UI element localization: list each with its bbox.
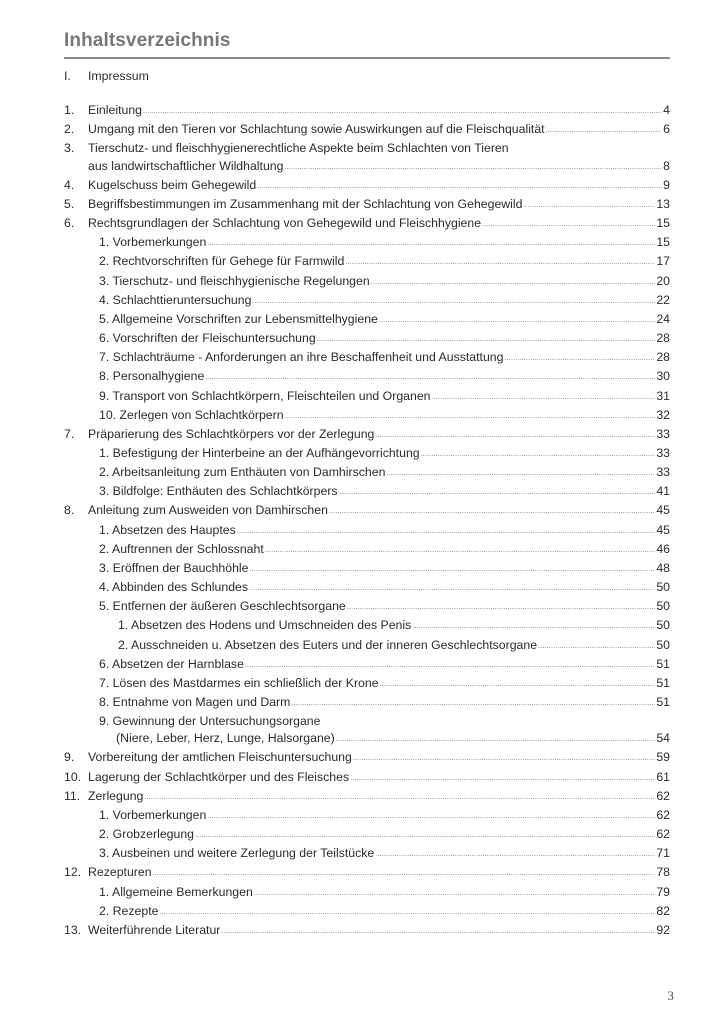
toc-entry-page: 6 (663, 122, 670, 137)
toc-entry[interactable] (64, 483, 670, 502)
dot-leader (375, 427, 655, 444)
toc-entry-number: 12. (64, 865, 82, 880)
toc-entry-page: 30 (656, 369, 670, 384)
dot-leader (347, 599, 656, 616)
toc-entry[interactable] (64, 426, 670, 445)
toc-entry[interactable] (64, 464, 670, 483)
toc-entry-label: Vorbereitung der amtlichen Fleischuntersuchung (88, 750, 352, 765)
toc-entry-label: Rezepturen (88, 865, 152, 880)
toc-entry-number: 5. (64, 196, 75, 211)
toc-entry[interactable] (64, 617, 670, 636)
spacer (64, 85, 670, 102)
toc-entry-label: 2. Ausschneiden u. Absetzen des Euters und der inneren Geschlechtsorgane (118, 637, 538, 652)
toc-entry-label: 3. Eröffnen der Bauchhöhle (99, 560, 249, 575)
toc-entry[interactable] (64, 922, 670, 941)
toc-entry-page: 45 (656, 503, 670, 518)
toc-entry-label: 3. Tierschutz- und fleischhygienische Regelungen (99, 273, 370, 288)
dot-leader (221, 923, 655, 940)
toc-entry[interactable] (64, 102, 670, 121)
toc-entry[interactable] (64, 598, 670, 617)
dot-leader (153, 865, 656, 882)
toc-entry[interactable] (64, 864, 670, 883)
toc-entry-label: Rechtsgrundlagen der Schlachtung von Gehegewild und Fleischhygiene (88, 216, 482, 231)
dot-leader (265, 542, 656, 559)
toc-entry-page: 82 (656, 903, 670, 918)
dot-leader (432, 389, 656, 406)
toc-entry-page: 15 (656, 216, 670, 231)
dot-leader (207, 235, 655, 252)
toc-entry-label: 6. Vorschriften der Fleischuntersuchung (99, 331, 316, 346)
toc-entry[interactable] (64, 253, 670, 272)
toc-entry[interactable] (64, 388, 670, 407)
dot-leader (380, 676, 656, 693)
dot-leader (237, 523, 656, 540)
toc-entry-continuation[interactable] (64, 730, 670, 749)
toc-entry-label: 2. Rechtvorschriften für Gehege für Farmwild (99, 254, 345, 269)
toc-entry-page: 33 (656, 426, 670, 441)
toc-entry[interactable] (64, 675, 670, 694)
toc-entry-label: 3. Ausbeinen und weitere Zerlegung der Teilstücke (99, 846, 375, 861)
dot-leader (291, 695, 655, 712)
toc-entry-page: 46 (656, 541, 670, 556)
dot-leader (386, 465, 655, 482)
dot-leader (245, 657, 655, 674)
dot-leader (249, 580, 655, 597)
toc-entry-page: 51 (656, 695, 670, 709)
toc-entry-label: 5. Entfernen der äußeren Geschlechtsorgane (99, 599, 346, 614)
toc-entry[interactable] (64, 215, 670, 234)
toc-entry-page: 8 (663, 158, 670, 173)
dot-leader (350, 770, 655, 787)
toc-entry-label: 4. Abbinden des Schlundes (99, 580, 249, 595)
toc-entry-page: 50 (656, 637, 670, 652)
dot-leader (345, 254, 655, 271)
toc-entry-page: 50 (656, 618, 670, 633)
toc-entry-number: 8. (64, 503, 75, 518)
dot-leader (538, 638, 655, 655)
toc-entry[interactable] (64, 845, 670, 864)
toc-entry-label: 1. Absetzen des Hodens und Umschneiden des Penis (118, 618, 412, 633)
dot-leader (284, 159, 662, 176)
toc-entry[interactable] (64, 769, 670, 788)
toc-entry[interactable] (64, 330, 670, 349)
toc-entry-number: 3. (64, 141, 75, 156)
toc-entry-number: 9. (64, 750, 75, 765)
table-of-contents (64, 68, 670, 941)
toc-entry-page: 17 (656, 254, 670, 269)
toc-entry-page: 9 (663, 177, 670, 192)
toc-entry[interactable] (64, 826, 670, 845)
toc-entry-page: 50 (656, 599, 670, 614)
toc-entry-page: 62 (656, 827, 670, 842)
toc-entry-label: 6. Absetzen der Harnblase (99, 656, 244, 671)
dot-leader (285, 408, 656, 425)
toc-entry-page: 33 (656, 445, 670, 460)
toc-entry-number: 1. (64, 103, 75, 118)
title-divider (64, 57, 670, 59)
toc-entry-number: 10. (64, 769, 82, 784)
toc-entry-number: 6. (64, 216, 75, 231)
toc-entry-label: 1. Allgemeine Bemerkungen (99, 884, 253, 899)
dot-leader (379, 312, 655, 329)
toc-entry-page: 62 (656, 788, 670, 803)
toc-entry-label: 8. Personalhygiene (99, 369, 205, 384)
dot-leader (205, 369, 655, 386)
toc-entry[interactable] (64, 541, 670, 560)
toc-entry-continuation[interactable] (64, 158, 670, 177)
toc-entry-number: I. (64, 69, 71, 83)
dot-leader (144, 789, 655, 806)
toc-entry-page: 45 (656, 522, 670, 537)
toc-entry[interactable] (64, 196, 670, 215)
toc-entry-label: Einleitung (88, 103, 143, 118)
toc-entry[interactable] (64, 579, 670, 598)
toc-entry[interactable] (64, 445, 670, 464)
toc-entry-label: 1. Vorbemerkungen (99, 235, 207, 250)
page-title: Inhaltsverzeichnis (64, 30, 231, 51)
dot-leader (482, 216, 655, 233)
toc-entry[interactable] (64, 656, 670, 675)
toc-entry-label: 7. Schlachträume - Anforderungen an ihre Beschaffenheit und Ausstattung (99, 350, 504, 365)
toc-entry-label: 1. Befestigung der Hinterbeine an der Aufhängevorrichtung (99, 445, 420, 460)
toc-entry-page: 48 (656, 560, 670, 575)
toc-entry[interactable] (64, 311, 670, 330)
toc-entry[interactable] (64, 349, 670, 368)
toc-entry-label: Anleitung zum Ausweiden von Damhirschen (88, 503, 328, 518)
toc-entry-page: 31 (656, 388, 670, 403)
toc-entry-page: 28 (656, 331, 670, 346)
dot-leader (336, 731, 656, 748)
dot-leader (353, 750, 655, 767)
toc-entry[interactable] (64, 807, 670, 826)
toc-entry-page: 20 (656, 273, 670, 288)
toc-entry-label-continued: aus landwirtschaftlicher Wildhaltung (88, 158, 284, 173)
toc-entry-page: 59 (656, 750, 670, 765)
toc-entry-page: 28 (656, 350, 670, 365)
toc-entry-page: 24 (656, 311, 670, 326)
toc-entry-label: 2. Rezepte (99, 903, 159, 918)
dot-leader (421, 446, 656, 463)
dot-leader (329, 503, 655, 520)
toc-entry-number: 11. (64, 788, 81, 803)
toc-entry-page: 51 (656, 656, 670, 671)
toc-entry-label: 2. Auftrennen der Schlossnaht (99, 541, 264, 556)
toc-entry-label: 7. Lösen des Mastdarmes ein schließlich der Krone (99, 675, 379, 690)
toc-entry-label: 1. Vorbemerkungen (99, 807, 207, 822)
toc-entry-page: 78 (656, 865, 670, 880)
toc-entry-number: 7. (64, 426, 75, 441)
toc-entry-label: 5. Allgemeine Vorschriften zur Lebensmittelhygiene (99, 311, 378, 326)
toc-entry[interactable] (64, 234, 670, 253)
dot-leader (250, 561, 656, 578)
toc-entry-page: 33 (656, 465, 670, 480)
toc-entry[interactable] (64, 502, 670, 521)
toc-entry-page: 32 (656, 407, 670, 422)
toc-list (64, 102, 670, 941)
toc-entry[interactable] (64, 368, 670, 387)
toc-entry[interactable] (64, 140, 670, 157)
toc-entry-label: Impressum (88, 69, 149, 83)
toc-entry-label: Zerlegung (88, 788, 144, 803)
toc-entry-label: 10. Zerlegen von Schlachtkörpern (99, 407, 284, 422)
toc-entry-label: Weiterführende Literatur (88, 922, 221, 937)
toc-entry-page: 62 (656, 807, 670, 822)
toc-entry-label: Tierschutz- und fleischhygienerechtliche Aspekte beim Schlachten von Tieren (88, 141, 509, 156)
dot-leader (546, 122, 663, 139)
toc-entry[interactable] (64, 713, 670, 730)
toc-entry-label: 9. Transport von Schlachtkörpern, Fleischteilen und Organen (99, 388, 431, 403)
dot-leader (159, 904, 655, 921)
toc-entry-label-continued: (Niere, Leber, Herz, Lunge, Halsorgane) (116, 731, 335, 746)
toc-entry-label: 9. Gewinnung der Untersuchungsorgane (99, 714, 321, 729)
toc-entry[interactable] (64, 177, 670, 196)
toc-entry-label: Begriffsbestimmungen im Zusammenhang mit der Schlachtung von Gehegewild (88, 196, 523, 211)
toc-entry-label: Lagerung der Schlachtkörper und des Fleisches (88, 769, 350, 784)
dot-leader (371, 274, 656, 291)
toc-entry-page: 50 (656, 580, 670, 595)
toc-entry[interactable] (64, 121, 670, 140)
toc-entry-label: Umgang mit den Tieren vor Schlachtung sowie Auswirkungen auf die Fleischqualität (88, 122, 545, 137)
toc-entry[interactable] (64, 903, 670, 922)
dot-leader (339, 484, 656, 501)
dot-leader (524, 197, 656, 214)
toc-entry[interactable] (64, 694, 670, 713)
dot-leader (375, 846, 655, 863)
toc-entry-page: 92 (656, 922, 670, 937)
toc-entry[interactable] (64, 522, 670, 541)
toc-entry[interactable] (64, 637, 670, 656)
toc-entry-page: 15 (656, 235, 670, 250)
toc-entry-number: 4. (64, 177, 75, 192)
toc-entry-impressum[interactable] (64, 68, 670, 85)
toc-entry[interactable] (64, 749, 670, 768)
toc-entry-label: 8. Entnahme von Magen und Darm (99, 695, 291, 709)
dot-leader (257, 178, 662, 195)
toc-entry-number: 13. (64, 922, 82, 937)
toc-entry-page: 13 (656, 196, 670, 211)
toc-entry[interactable] (64, 407, 670, 426)
toc-entry-label: 1. Absetzen des Hauptes (99, 522, 236, 537)
toc-entry-label: 3. Bildfolge: Enthäuten des Schlachtkörpers (99, 484, 338, 499)
dot-leader (143, 103, 662, 120)
toc-entry-page: 79 (656, 884, 670, 899)
dot-leader (412, 618, 655, 635)
dot-leader (254, 885, 656, 902)
toc-entry-number: 2. (64, 122, 75, 137)
toc-entry-page: 71 (656, 846, 670, 861)
toc-entry-label: Präparierung des Schlachtkörpers vor der Zerlegung (88, 426, 375, 441)
toc-entry-page: 41 (656, 484, 670, 499)
toc-entry-page: 22 (656, 292, 670, 307)
toc-entry[interactable] (64, 788, 670, 807)
page-number: 3 (667, 988, 674, 1003)
dot-leader (504, 350, 655, 367)
toc-entry-label: 2. Grobzerlegung (99, 827, 195, 842)
toc-entry-page: 54 (656, 731, 670, 746)
dot-leader (207, 808, 655, 825)
toc-entry-page: 51 (656, 675, 670, 690)
toc-entry[interactable] (64, 884, 670, 903)
dot-leader (252, 293, 655, 310)
toc-entry-page: 4 (663, 103, 670, 118)
toc-entry[interactable] (64, 292, 670, 311)
toc-entry-page: 61 (656, 769, 670, 784)
toc-entry-label: 2. Arbeitsanleitung zum Enthäuten von Damhirschen (99, 465, 386, 480)
toc-entry-label: Kugelschuss beim Gehegewild (88, 177, 257, 192)
toc-entry-label: 4. Schlachttieruntersuchung (99, 292, 252, 307)
dot-leader (317, 331, 656, 348)
toc-entry[interactable] (64, 560, 670, 579)
toc-entry[interactable] (64, 273, 670, 292)
dot-leader (195, 827, 655, 844)
